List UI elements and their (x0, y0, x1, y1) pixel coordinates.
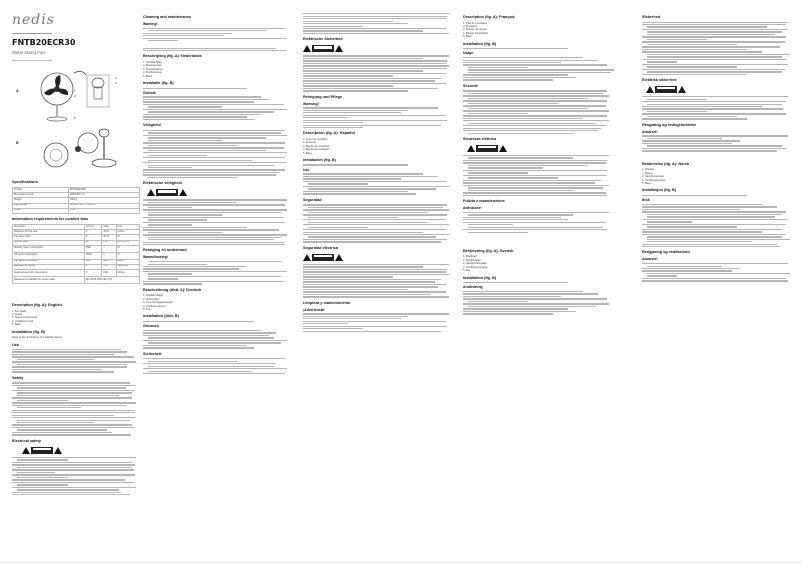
section-heading: Description (fig. A): Français (463, 15, 515, 19)
list-item: 3. Mando de velocidad (303, 144, 330, 148)
header-cell: Symbol (84, 224, 101, 229)
section-heading: Sikkerhed (642, 15, 661, 19)
comfort-fans-table (12, 224, 140, 284)
section-heading: Seguridad eléctrica (303, 245, 339, 250)
section-heading: Pulizia e manutenzione (463, 199, 505, 204)
table-row (13, 208, 140, 213)
section-heading: Reinigung und Pflege (303, 94, 343, 99)
figure-b (12, 125, 140, 177)
section-heading: Seguridad (303, 197, 322, 202)
warning-triangle-icon (303, 45, 311, 52)
list-item: 5. Base (642, 181, 651, 185)
list-item: 1. Aspa del ventilador (303, 137, 328, 141)
table-row (13, 270, 140, 277)
warning-triangle-icon (22, 447, 30, 454)
list-item: 4. Oszillationsknopf (143, 304, 166, 308)
cell: W (116, 235, 139, 240)
cell: 9.80 (102, 270, 116, 277)
caution-warning (467, 144, 613, 153)
section-heading: Cleaning and maintenance (143, 15, 192, 19)
list-item: 4. Oscillationsreglage (463, 265, 488, 269)
warning-triangle-icon (467, 145, 475, 152)
cell: Seasonal electricity consumption (13, 270, 85, 277)
section-heading: Elektrische Sicherheit (303, 37, 343, 42)
section-heading: Installation (Abb. B) (143, 314, 179, 319)
caution-warning (646, 85, 792, 94)
cell: 1.01 (102, 240, 116, 245)
cell: Weight (13, 198, 69, 203)
cell: 35 W (68, 208, 139, 213)
section-heading: Rengøring og vedligeholdelse (642, 122, 697, 127)
list-item: 4. Mando de oscilación (303, 148, 330, 152)
section-heading: Sicherheit (143, 351, 162, 356)
list-item: 3. Hastighetsknapp (642, 175, 665, 179)
section-subheading: Warning! (143, 22, 158, 26)
cell: Input voltage (13, 203, 69, 208)
section-heading: Elektrisk sikkerhed (642, 78, 677, 83)
caution-label-icon (312, 254, 334, 261)
cell: POFF (84, 252, 101, 259)
figure-label: A (16, 89, 19, 93)
caution-label-icon (476, 145, 498, 152)
svg-text:2: 2 (74, 94, 76, 98)
caution-label-icon (655, 86, 677, 93)
list-item: 5. Bas (463, 269, 471, 273)
warning-triangle-icon (303, 254, 311, 261)
section-subheading: ¡Advertencia! (303, 307, 325, 312)
column-2 (143, 12, 291, 375)
section-heading: Description (fig. A): English (12, 303, 62, 308)
cell: Fan power input (13, 235, 85, 240)
list-item: 3. Molette de vitesse (463, 28, 487, 32)
table-row (13, 245, 140, 252)
cell: Fan sound power level (13, 259, 85, 264)
column-5 (642, 12, 792, 283)
section-heading: Reiniging en onderhoud (143, 248, 187, 253)
svg-text:3: 3 (115, 81, 117, 85)
section-heading: Installation (fig. B) (463, 41, 497, 46)
page-bottom-edge (0, 562, 802, 563)
cell: – (102, 245, 116, 252)
cell: SV (84, 240, 101, 245)
column-1 (12, 12, 140, 497)
figure-a (12, 67, 140, 125)
specifications-table (12, 187, 140, 214)
section-subheading: Advarsel! (642, 129, 658, 134)
cell: EN 60879:1986 (IEC 879) (84, 277, 139, 284)
header-cell: Description (13, 224, 85, 229)
list-item: 5. Fuß (143, 307, 151, 311)
caution-label-icon (156, 189, 178, 196)
list-item: 4. Bouton d'oscillation (463, 31, 489, 35)
header-cell: Unit (116, 224, 139, 229)
section-heading: Installatie (fig. B) (143, 81, 174, 85)
cell: F (84, 230, 101, 235)
section-heading: Installation (fig. B) (12, 329, 46, 334)
caution-warning (303, 44, 453, 53)
list-item: 4. Oscilleringsknapp (642, 178, 666, 182)
cell: meters/sec (116, 264, 139, 269)
comfort-fans-title: Information requirements for comfort fans (12, 216, 89, 221)
cell: LWA (84, 259, 101, 264)
cell: Ø465x630 mm (68, 193, 139, 198)
list-item: 2. Skyddsgaller (463, 258, 481, 262)
section-subheading: Bruk (642, 198, 650, 203)
section-heading: Beskrivning (fig. A): Svensk (463, 248, 514, 253)
cell: Product (13, 188, 69, 193)
section-subheading: Användning (463, 285, 483, 290)
section-heading: Beschrijving (fig. A): Nederlands (143, 54, 202, 59)
divider (12, 33, 52, 34)
section-heading: Limpieza y mantenimiento (303, 300, 351, 305)
divider (12, 60, 52, 61)
section-heading: Beschreibung (Abb. A): Deutsch (143, 287, 202, 292)
section-heading: Elektrische veiligheid (143, 181, 182, 186)
section-heading: Installation (fig. B) (463, 275, 497, 280)
section-heading: Sécurité (463, 83, 478, 88)
cell: Maximum air velocity (13, 264, 85, 269)
section-subheading: Gebrauch (143, 324, 159, 329)
list-item: 4. Oscillatieknop (143, 71, 163, 75)
section-subheading: Usage (463, 51, 474, 56)
list-item: 1. Fan blade (12, 309, 27, 313)
cell: C (84, 264, 101, 269)
svg-text:5: 5 (74, 116, 76, 120)
specifications-title: Specifications (12, 180, 38, 184)
caution-warning (22, 446, 140, 455)
cell: Maximum fan flow rate (13, 230, 85, 235)
section-subheading: Gebruik (143, 90, 156, 95)
cell: 35.00 (102, 235, 116, 240)
caution-warning (303, 253, 453, 262)
table-row (13, 252, 140, 259)
cell: AC 220 - 240 V; 50/60 Hz (68, 203, 139, 208)
section-heading: Instalación (fig. B) (303, 157, 336, 162)
model-number: FNTB20ECR30 (12, 38, 76, 47)
section-subheading: Warnung! (303, 101, 319, 106)
brand-logo: nedis (12, 12, 55, 28)
cell: Standby power consumption (13, 245, 85, 252)
warning-triangle-icon (54, 447, 62, 454)
list-item: 4. Oscillation knob (12, 319, 34, 323)
table-row (13, 277, 140, 284)
section-heading: Electrical safety (12, 438, 41, 443)
list-item: 5. Base (463, 35, 472, 39)
cell: PSB (84, 245, 101, 252)
warning-triangle-icon (499, 145, 507, 152)
warning-triangle-icon (147, 189, 155, 196)
cell: 3.45 (102, 264, 116, 269)
caution-label-icon (31, 447, 53, 454)
list-item: 1. Viftehjul (642, 168, 655, 172)
section-heading: Veiligheid (143, 123, 161, 128)
cell: W (116, 245, 139, 252)
cell: 0 (102, 252, 116, 259)
section-heading: Sicurezza elettrica (463, 136, 497, 141)
svg-text:1: 1 (74, 89, 76, 93)
warning-triangle-icon (179, 189, 187, 196)
cell: Power (13, 208, 69, 213)
product-subtitle: Metal Stand Fan (12, 50, 46, 55)
list-item: 1. Ventilatorblad (143, 60, 162, 64)
list-item: 3. Hastighetsreglage (463, 262, 487, 266)
list-item: 1. Pale du ventilateur (463, 21, 488, 25)
list-item: 1. Fläktblad (463, 255, 477, 259)
cell: 58.00 (102, 259, 116, 264)
list-item: 2. Protector (303, 141, 317, 145)
cell: m³/min (116, 230, 139, 235)
cell: FNTB20ECR30 (68, 188, 139, 193)
column-3 (303, 12, 453, 333)
list-item: 5. Base (303, 151, 312, 155)
cell: P (84, 235, 101, 240)
list-item: 1. Ventilatorflügel (143, 294, 163, 298)
section-subheading: Advarsel! (642, 257, 658, 262)
cell: dB(A) (116, 259, 139, 264)
list-item: 2. Protection (463, 24, 478, 28)
assembly-illustration-icon (12, 125, 132, 177)
cell: 3000 g (68, 198, 139, 203)
list-item: 5. Basis (143, 74, 153, 78)
cell: Measurement standard for service value (13, 277, 85, 284)
warning-triangle-icon (335, 45, 343, 52)
section-heading: Rengjøring og vedlikehold (642, 250, 690, 255)
warning-triangle-icon (335, 254, 343, 261)
section-subheading: Waarschuwing! (143, 255, 168, 260)
caution-label-icon (312, 45, 334, 52)
list-item: 2. Guard (12, 312, 23, 316)
column-4 (463, 12, 613, 316)
cell: 33.54 (102, 230, 116, 235)
section-heading: Use (12, 342, 19, 347)
section-heading: Safety (12, 375, 24, 380)
list-item: 3. Snelheidsknop (143, 67, 163, 71)
section-subheading: Attenzione! (463, 206, 482, 211)
list-item: 3. Speed control knob (12, 316, 38, 320)
warning-triangle-icon (678, 86, 686, 93)
figure-label: B (16, 141, 19, 145)
list-item: 5. Base (12, 323, 21, 327)
fan-illustration-icon (12, 67, 132, 125)
cell: Dimensions (lxwxh) (13, 193, 69, 198)
svg-text:4: 4 (115, 76, 117, 80)
warning-triangle-icon (646, 86, 654, 93)
section-heading: Installasjon (fig. B) (642, 188, 676, 193)
list-item: 3. Geschwindigkeitsregler (143, 301, 173, 305)
cell: (m³/min)/W (116, 240, 139, 245)
section-heading: Beskrivelse (fig. A): Norsk (642, 161, 690, 166)
list-item: 2. Schutzgitter (143, 297, 160, 301)
section-heading: Descripción (fig. A): Español (303, 131, 355, 136)
cell: W (116, 252, 139, 259)
cell: kWh/a (116, 270, 139, 277)
list-item: 2. Beschermkap (143, 64, 162, 68)
cell: Q (84, 270, 101, 277)
list-item: Refer to the illustrations to install the device. (12, 336, 63, 340)
cell: Off power consumption (13, 252, 85, 259)
section-subheading: Uso (303, 167, 310, 172)
list-item: 2. Deksel (642, 171, 653, 175)
header-cell: Value (102, 224, 116, 229)
cell: Service value (13, 240, 85, 245)
caution-warning (147, 188, 291, 197)
